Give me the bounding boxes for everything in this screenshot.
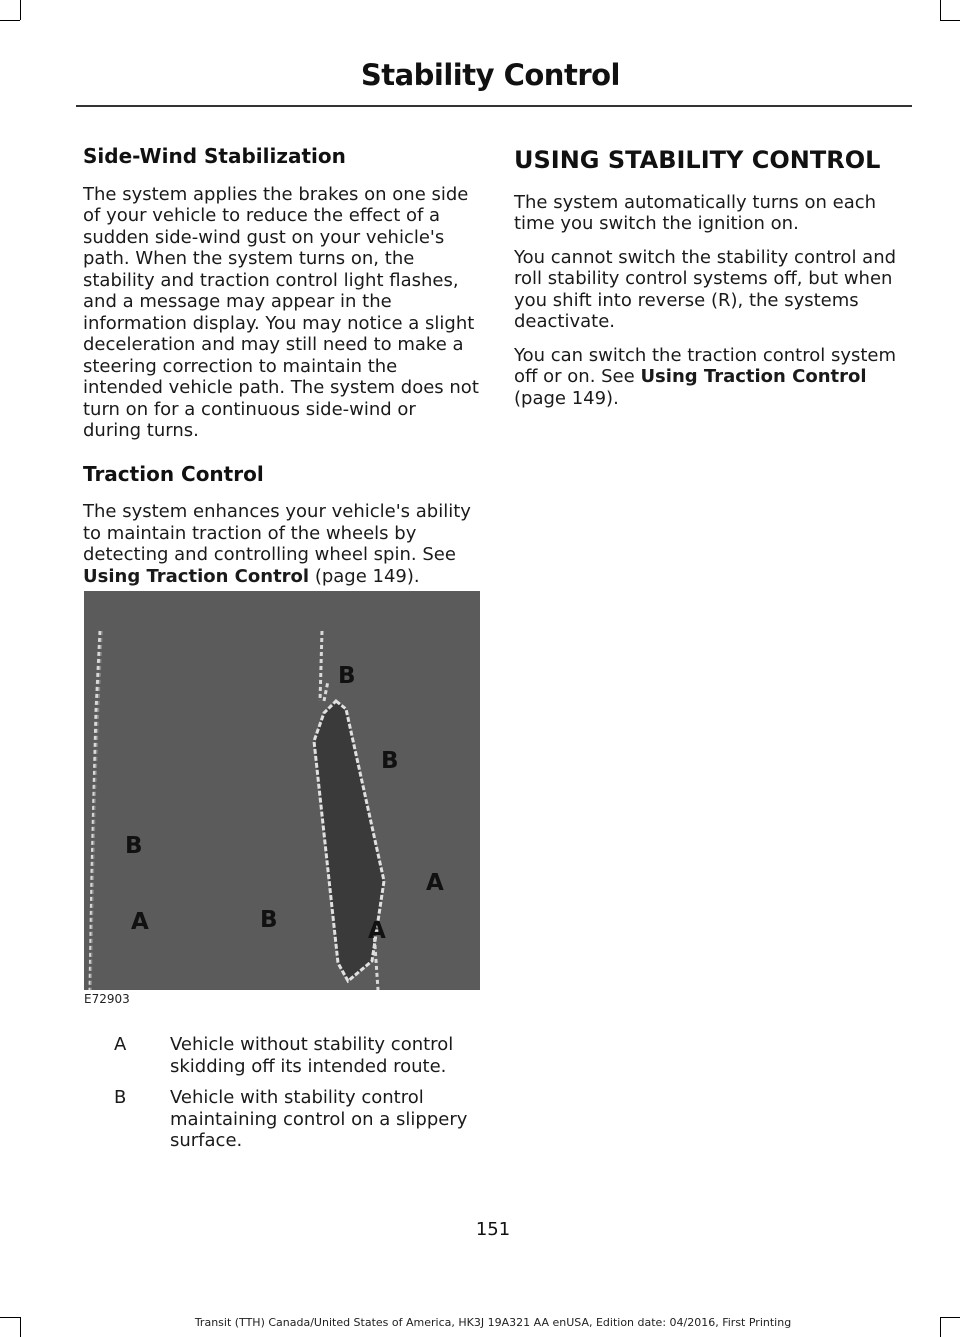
center-road-top xyxy=(320,631,328,701)
label-a: A xyxy=(426,870,444,896)
legend-row xyxy=(114,1087,484,1152)
side-wind-heading: Side-Wind Stabilization xyxy=(83,144,346,168)
label-a: A xyxy=(368,918,386,944)
figure-code: E72903 xyxy=(84,992,130,1006)
label-b: B xyxy=(338,663,356,689)
right-paragraph-2: You cannot switch the stability control and roll stability control systems off, but when you shift into reverse (R), the systems deactivate. xyxy=(514,246,897,332)
crop-mark xyxy=(20,0,21,20)
side-wind-body: The system applies the brakes on one side of your vehicle to reduce the effect of a sudden side-wind gust on your vehicle's path. When the system turns on, the stability and traction control light flashes, and a message may appear in the information display. You may notice a slight deceleration and may still need to make a steering correction to maintain the intended vehicle path. The system does not turn on for a continuous side-wind or during turns. xyxy=(83,183,479,441)
traction-page-ref: (page 149). xyxy=(309,565,420,587)
traction-heading: Traction Control xyxy=(83,461,264,486)
left-column xyxy=(83,146,479,599)
page-title: Stability Control xyxy=(360,58,620,92)
crop-mark xyxy=(940,20,960,21)
traction-body xyxy=(83,501,479,587)
traction-body-text: The system enhances your vehicle's ability to maintain traction of the wheels by detecting and controlling wheel spin. See xyxy=(83,501,471,565)
right-paragraph-3-text: You can switch the traction control system off or on. See xyxy=(514,344,897,387)
legend-text: Vehicle with stability control maintaining control on a slippery surface. xyxy=(170,1087,468,1151)
right-paragraph-3 xyxy=(514,345,912,410)
label-b: B xyxy=(260,907,278,933)
right-column xyxy=(514,146,912,421)
traction-ref-link[interactable]: Using Traction Control xyxy=(83,565,310,587)
right-page-ref: (page 149). xyxy=(514,387,619,409)
label-a: A xyxy=(131,909,149,935)
legend-key: A xyxy=(114,1034,127,1055)
legend-key: B xyxy=(114,1087,127,1108)
label-b: B xyxy=(381,748,399,774)
traction-ref-link[interactable]: Using Traction Control xyxy=(640,366,867,387)
legend-text: Vehicle without stability control skidding off its intended route. xyxy=(170,1034,454,1077)
header-divider xyxy=(76,105,912,107)
figure-legend xyxy=(114,1034,484,1162)
legend-row xyxy=(114,1034,484,1077)
left-road-edge xyxy=(90,631,102,990)
using-stability-heading: USING STABILITY CONTROL xyxy=(514,146,881,174)
crop-mark xyxy=(0,20,20,21)
stability-illustration xyxy=(84,591,480,990)
page-number: 151 xyxy=(475,1219,511,1240)
right-paragraph-1: The system automatically turns on each time you switch the ignition on. xyxy=(514,191,877,234)
footer-text: Transit (TTH) Canada/United States of America, HK3J 19A321 AA enUSA, Edition date: 04/2016, First Printing xyxy=(194,1316,792,1329)
label-b: B xyxy=(125,833,143,859)
crop-mark xyxy=(940,0,941,20)
